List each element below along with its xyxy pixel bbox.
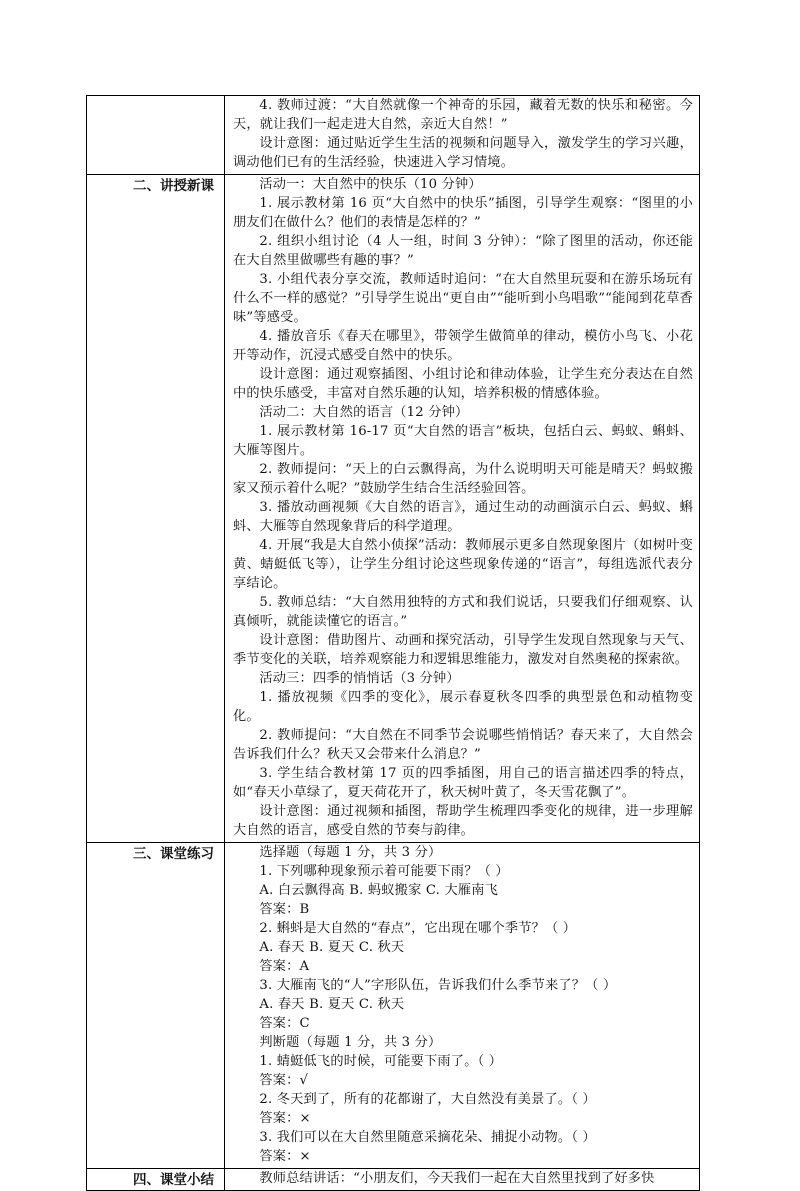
design-intent: 设计意图：借助图片、动画和探究活动，引导学生发现自然现象与天气、季节变化的关联，培养观察能力和逻辑思维能力，激发对自然奥秘的探索欲。 bbox=[233, 633, 693, 667]
question: 2. 冬天到了，所有的花都谢了，大自然没有美景了。（ ） bbox=[259, 1092, 596, 1107]
paragraph: 3. 学生结合教材第 17 页的四季插图，用自己的语言描述四季的特点，如“春天小草绿了，夏天荷花开了，秋天树叶黄了，冬天雪花飘了”。 bbox=[233, 766, 693, 800]
lesson-plan-table bbox=[86, 95, 700, 1191]
paragraph: 教师总结讲话：“小朋友们，今天我们一起在大自然里找到了好多快 bbox=[259, 1171, 655, 1186]
options: A. 春天 B. 夏天 C. 秋天 bbox=[259, 997, 405, 1012]
design-intent: 设计意图：通过视频和插图，帮助学生梳理四季变化的规律，进一步理解大自然的语言，感受自然的节奏与韵律。 bbox=[233, 804, 693, 838]
paragraph: 3. 播放动画视频《大自然的语言》，通过生动的动画演示白云、蚂蚁、蝌蚪、大雁等自然现象背后的科学道理。 bbox=[233, 500, 693, 534]
section-content-cell bbox=[225, 843, 700, 1169]
answer: 答案：C bbox=[259, 1016, 310, 1031]
question: 1. 蜻蜓低飞的时候，可能要下雨了。（ ） bbox=[259, 1054, 503, 1069]
answer: 答案：× bbox=[259, 1111, 311, 1126]
answer: 答案：B bbox=[259, 902, 310, 917]
question: 3. 大雁南飞的“人”字形队伍，告诉我们什么季节来了？（ ） bbox=[259, 978, 617, 993]
exercise-heading: 选择题（每题 1 分，共 3 分） bbox=[259, 845, 442, 860]
section-label: 二、讲授新课 bbox=[133, 178, 214, 194]
section-label bbox=[87, 96, 214, 98]
options: A. 春天 B. 夏天 C. 秋天 bbox=[259, 940, 405, 955]
question: 1. 下列哪种现象预示着可能要下雨？（ ） bbox=[259, 864, 509, 879]
activity-heading: 活动二：大自然的语言（12 分钟） bbox=[259, 405, 469, 420]
paragraph: 1. 播放视频《四季的变化》，展示春夏秋冬四季的典型景色和动植物变化。 bbox=[233, 690, 693, 724]
section-label-cell bbox=[87, 843, 225, 1169]
paragraph: 5. 教师总结：“大自然用独特的方式和我们说话，只要我们仔细观察、认真倾听，就能读懂它的语言。” bbox=[233, 595, 693, 629]
activity-heading: 活动三：四季的悄悄话（3 分钟） bbox=[259, 671, 460, 686]
design-intent: 设计意图：通过贴近学生生活的视频和问题导入，激发学生的学习兴趣，调动他们已有的生活经验，快速进入学习情境。 bbox=[233, 136, 693, 170]
paragraph: 2. 教师提问：“大自然在不同季节会说哪些悄悄话？春天来了，大自然会告诉我们什么？秋天又会带来什么消息？” bbox=[233, 728, 693, 762]
paragraph: 1. 展示教材第 16 页“大自然中的快乐”插图，引导学生观察：“图里的小朋友们在做什么？他们的表情是怎样的？” bbox=[233, 196, 693, 230]
answer: 答案：× bbox=[259, 1149, 311, 1164]
section-content-cell bbox=[225, 175, 700, 843]
question: 3. 我们可以在大自然里随意采摘花朵、捕捉小动物。（ ） bbox=[259, 1130, 596, 1145]
answer: 答案：A bbox=[259, 959, 310, 974]
activity-heading: 活动一：大自然中的快乐（10 分钟） bbox=[259, 177, 482, 192]
paragraph: 2. 组织小组讨论（4 人一组，时间 3 分钟）：“除了图里的活动，你还能在大自然里做哪些有趣的事？” bbox=[233, 234, 693, 268]
exercise-heading: 判断题（每题 1 分，共 3 分） bbox=[259, 1035, 442, 1050]
options: A. 白云飘得高 B. 蚂蚁搬家 C. 大雁南飞 bbox=[259, 883, 498, 898]
paragraph: 3. 小组代表分享交流，教师适时追问：“在大自然里玩耍和在游乐场玩有什么不一样的感觉？”引导学生说出“更自由”“能听到小鸟唱歌”“能闻到花草香味”等感受。 bbox=[233, 272, 693, 325]
table-row bbox=[87, 96, 700, 175]
section-label: 四、课堂小结 bbox=[133, 1172, 214, 1188]
paragraph: 1. 展示教材第 16-17 页“大自然的语言”板块，包括白云、蚂蚁、蝌蚪、大雁等图片。 bbox=[233, 424, 693, 458]
section-content-cell bbox=[225, 96, 700, 175]
section-label-cell bbox=[87, 96, 225, 175]
paragraph: 2. 教师提问：“天上的白云飘得高，为什么说明明天可能是晴天？蚂蚁搬家又预示着什么呢？”鼓励学生结合生活经验回答。 bbox=[233, 462, 693, 496]
section-content-cell bbox=[225, 1169, 700, 1191]
table-row bbox=[87, 1169, 700, 1191]
table-row bbox=[87, 175, 700, 843]
design-intent: 设计意图：通过观察插图、小组讨论和律动体验，让学生充分表达在自然中的快乐感受，丰富对自然乐趣的认知，培养积极的情感体验。 bbox=[233, 367, 693, 401]
section-label-cell bbox=[87, 175, 225, 843]
paragraph: 4. 开展“我是大自然小侦探”活动：教师展示更多自然现象图片（如树叶变黄、蜻蜓低飞等），让学生分组讨论这些现象传递的“语言”，每组选派代表分享结论。 bbox=[233, 538, 693, 591]
section-label-cell bbox=[87, 1169, 225, 1191]
question: 2. 蝌蚪是大自然的“春点”，它出现在哪个季节？（ ） bbox=[259, 921, 577, 936]
paragraph: 4. 播放音乐《春天在哪里》，带领学生做简单的律动，模仿小鸟飞、小花开等动作，沉浸式感受自然中的快乐。 bbox=[233, 329, 693, 363]
answer: 答案：√ bbox=[259, 1073, 309, 1088]
table-row bbox=[87, 843, 700, 1169]
paragraph: 4. 教师过渡：“大自然就像一个神奇的乐园，藏着无数的快乐和秘密。今天，就让我们一起走进大自然，亲近大自然！” bbox=[233, 98, 693, 132]
section-label: 三、课堂练习 bbox=[133, 846, 214, 862]
